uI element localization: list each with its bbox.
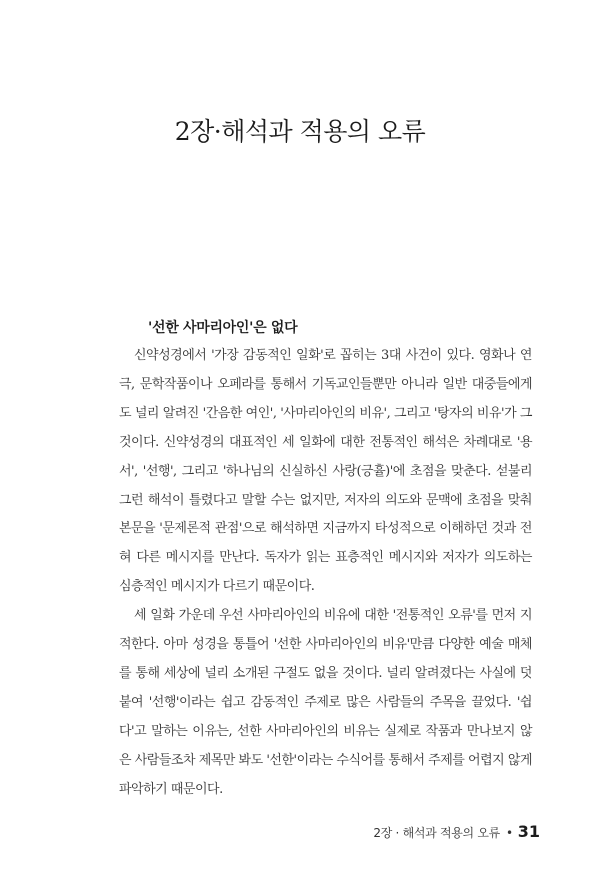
section-heading: '선한 사마리아인'은 없다 xyxy=(148,320,298,336)
bullet-separator: • xyxy=(505,826,513,840)
body-text xyxy=(119,342,532,805)
body-paragraph-2: 세 일화 가운데 우선 사마리아인의 비유에 대한 '전통적인 오류'를 먼저 지적한다. 아마 성경을 통틀어 '선한 사마리아인의 비유'만큼 다양한 예술 매체를 통해 세상에 널리 소개된 구절도 없을 것이다. 널리 알려졌다는 사실에 덧붙여 '선행'이라는 쉽고 감동적인 주제로 많은 사람들의 주목을 끌었다. '쉽다'고 말하는 이유는, 선한 사마리아인의 비유는 실제로 작품과 만나보지 않은 사람들조차 제목만 봐도 '선한'이라는 수식어를 통해서 주제를 어렵지 않게 파악하기 때문이다. xyxy=(119,608,532,797)
page-footer xyxy=(373,822,540,841)
page-number: 31 xyxy=(517,822,540,841)
running-title: 2장 · 해석과 적용의 오류 xyxy=(373,826,500,840)
body-paragraph-1: 신약성경에서 '가장 감동적인 일화'로 꼽히는 3대 사건이 있다. 영화나 연극, 문학작품이나 오페라를 통해서 기독교인들뿐만 아니라 일반 대중들에게도 널리 알려진 '간음한 여인', '사마리아인의 비유', 그리고 '탕자의 비유'가 그것이다. 신약성경의 대표적인 세 일화에 대한 전통적인 해석은 차례대로 '용서', '선행', 그리고 '하나님의 신실하신 사랑(긍휼)'에 초점을 맞춘다. 섣불리 그런 해석이 틀렸다고 말할 수는 없지만, 저자의 의도와 문맥에 초점을 맞춰 본문을 '문제론적 관점'으로 해석하면 지금까지 타성적으로 이해하던 것과 전혀 다른 메시지를 만난다. 독자가 읽는 표층적인 메시지와 저자가 의도하는 심층적인 메시지가 다르기 때문이다. xyxy=(119,348,532,595)
chapter-title: 2장·해석과 적용의 오류 xyxy=(174,117,426,146)
